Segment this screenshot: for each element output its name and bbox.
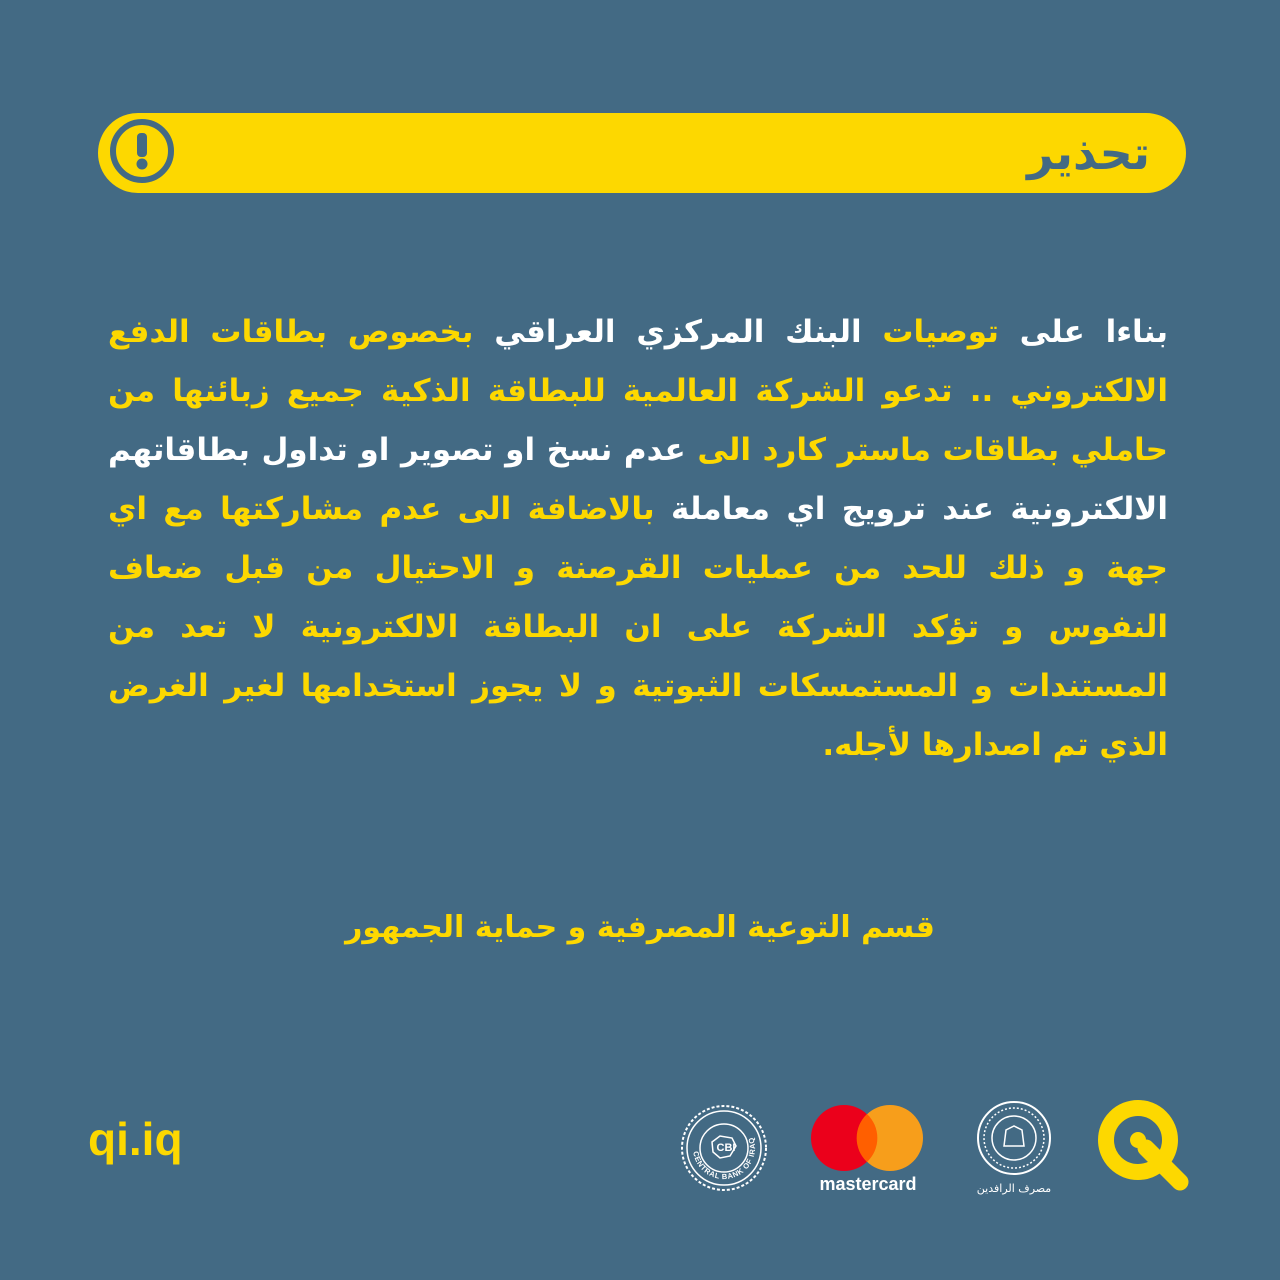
- message-segment: البنك المركزي العراقي: [473, 314, 862, 350]
- cbi-logo: [680, 1104, 768, 1192]
- message-segment: توصيات: [861, 314, 999, 350]
- department-name: قسم التوعية المصرفية و حماية الجمهور: [345, 910, 935, 945]
- banner-title: تحذير: [1027, 126, 1150, 180]
- warning-message: [108, 303, 1168, 775]
- mastercard-logo: [804, 1098, 932, 1196]
- website-link[interactable]: qi.iq: [88, 1113, 183, 1165]
- message-segment: بخصوص بطاقات الدفع الالكتروني .. تدعو الشركة العالمية للبطاقة الذكية جميع زبائنها من حاملي بطاقات ماستر كارد الى: [108, 314, 1168, 468]
- cbi-ring-text: CENTRAL BANK OF IRAQ: [691, 1136, 758, 1182]
- mastercard-label: mastercard: [819, 1174, 917, 1194]
- message-segment: بالاضافة الى عدم مشاركتها مع اي جهة و ذلك للحد من عمليات القرصنة و الاحتيال من قبل ضعاف النفوس و تؤكد الشركة على ان البطاقة الالكترونية لا تعد من المستندات و المستمسكات الثبوتية و لا يجوز استخدامها لغير الغرض الذي تم اصدارها لأجله.: [108, 491, 1168, 763]
- rafidain-bank-logo: [970, 1100, 1058, 1198]
- exclamation-icon: [110, 119, 174, 183]
- message-segment: عدم نسخ او تصوير او تداول بطاقاتهم الالكترونية عند ترويج اي معاملة: [108, 432, 1169, 527]
- warning-banner: [98, 113, 1186, 193]
- message-segment: بناءا على: [998, 314, 1168, 350]
- cbi-abbr: CBI: [716, 1142, 736, 1154]
- qi-logo: [1094, 1096, 1190, 1192]
- rafidain-label: مصرف الرافدين: [976, 1182, 1052, 1195]
